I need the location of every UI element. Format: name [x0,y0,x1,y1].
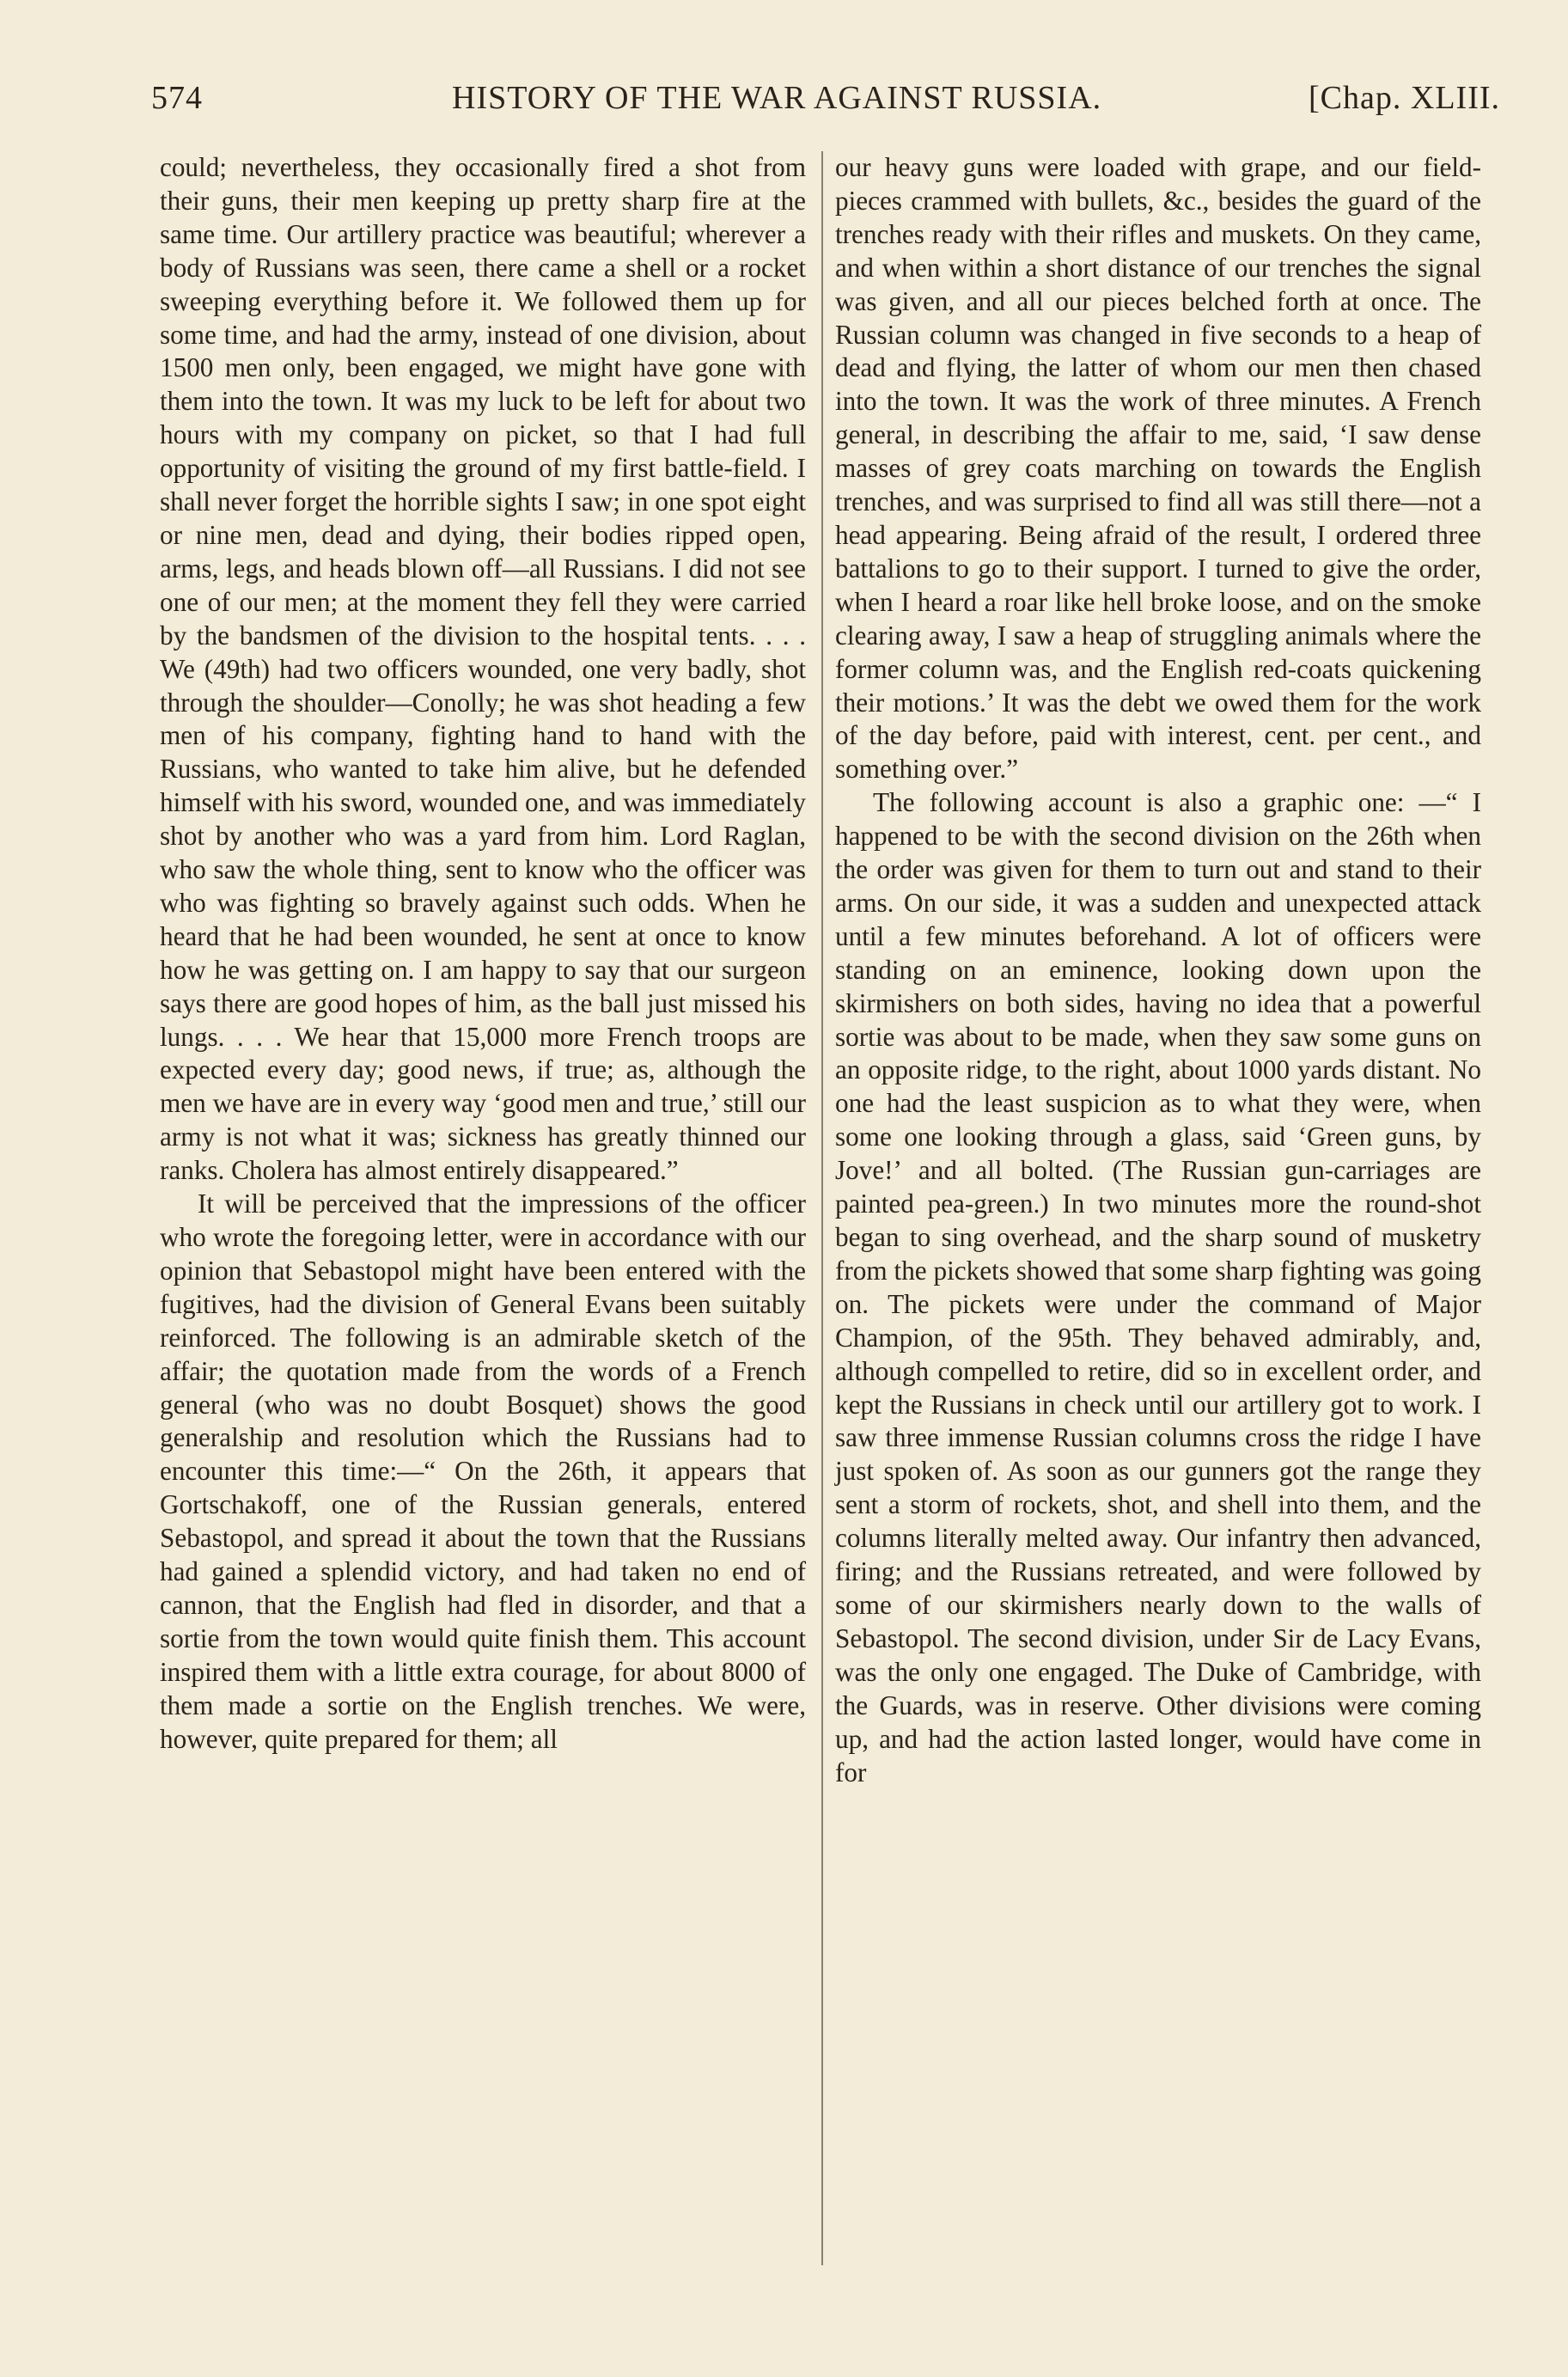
left-paragraph-1: could; nevertheless, they occasionally fired a shot from their guns, their men keeping up pretty sharp fire at the same time. Our artillery practice was beautiful; wherever a body of Russians was seen, there came a shell or a rocket sweeping everything before it. We followed them up for some time, and had the army, instead of one division, about 1500 men only, been engaged, we might have gone with them into the town. It was my luck to be left for about two hours with my company on picket, so that I had full opportunity of visiting the ground of my first battle-field. I shall never forget the horrible sights I saw; in one spot eight or nine men, dead and dying, their bodies ripped open, arms, legs, and heads blown off—all Russians. I did not see one of our men; at the moment they fell they were carried by the bandsmen of the division to the hospital tents. . . . We (49th) had two officers wounded, one very badly, shot through the shoulder—Conolly; he was shot heading a few men of his company, fighting hand to hand with the Russians, who wanted to take him alive, but he defended himself with his sword, wounded one, and was immediately shot by another who was a yard from him. Lord Raglan, who saw the whole thing, sent to know who the officer was who was fighting so bravely against such odds. When he heard that he had been wounded, he sent at once to know how he was getting on. I am happy to say that our surgeon says there are good hopes of him, as the ball just missed his lungs. . . . We hear that 15,000 more French troops are expected every day; good news, if true; as, although the men we have are in every way ‘good men and true,’ still our army is not what it was; sickness has greatly thinned our ranks. Cholera has almost entirely disappeared.” [160,152,806,1186]
page-number: 574 [151,80,203,116]
column-divider [821,151,823,2265]
running-header [151,79,1500,131]
chapter-label: [Chap. XLIII. [1309,80,1500,116]
right-column [835,151,1481,1789]
left-column [160,151,806,1757]
running-title: HISTORY OF THE WAR AGAINST RUSSIA. [452,80,1102,116]
left-paragraph-2: It will be perceived that the impressions of the officer who wrote the foregoing letter, were in accordance with our opinion that Sebastopol might have been entered with the fugitives, had the division of General Evans been suitably reinforced. The following is an admirable sketch of the affair; the quotation made from the words of a French general (who was no doubt Bosquet) shows the good generalship and resolution which the Russians had to encounter this time:—“ On the 26th, it appears that Gortschakoff, one of the Russian generals, entered Sebastopol, and spread it about the town that the Russians had gained a splendid victory, and had taken no end of cannon, that the English had fled in disorder, and that a sortie from the town would quite finish them. This account inspired them with a little extra courage, for about 8000 of them made a sortie on the English trenches. We were, however, quite prepared for them; all [160,1188,806,1754]
right-paragraph-2: The following account is also a graphic one: —“ I happened to be with the second division on the 26th when the order was given for them to turn out and stand to their arms. On our side, it was a sudden and unexpected attack until a few minutes beforehand. A lot of officers were standing on an eminence, looking down upon the skirmishers on both sides, having no idea that a powerful sortie was about to be made, when they saw some guns on an opposite ridge, to the right, about 1000 yards distant. No one had the least suspicion as to what they were, when some one looking through a glass, said ‘Green guns, by Jove!’ and all bolted. (The Russian gun-carriages are painted pea-green.) In two minutes more the round-shot began to sing overhead, and the sharp sound of musketry from the pickets showed that some sharp fighting was going on. The pickets were under the command of Major Champion, of the 95th. They behaved admirably, and, although compelled to retire, did so in excellent order, and kept the Russians in check until our artillery got to work. I saw three immense Russian columns cross the ridge I have just spoken of. As soon as our gunners got the range they sent a storm of rockets, shot, and shell into them, and the columns literally melted away. Our infantry then advanced, firing; and the Russians retreated, and were followed by some of our skirmishers nearly down to the walls of Sebastopol. The second division, under Sir de Lacy Evans, was the only one engaged. The Duke of Cambridge, with the Guards, was in reserve. Other divisions were coming up, and had the action lasted longer, would have come in for [835,787,1481,1787]
right-paragraph-1: our heavy guns were loaded with grape, and our field-pieces crammed with bullets, &c., besides the guard of the trenches ready with their rifles and muskets. On they came, and when within a short distance of our trenches the signal was given, and all our pieces belched forth at once. The Russian column was changed in five seconds to a heap of dead and flying, the latter of whom our men then chased into the town. It was the work of three minutes. A French general, in describing the affair to me, said, ‘I saw dense masses of grey coats marching on towards the English trenches, and was surprised to find all was still there—not a head appearing. Being afraid of the result, I ordered three battalions to go to their support. I turned to give the order, when I heard a roar like hell broke loose, and on the smoke clearing away, I saw a heap of struggling animals where the former column was, and the English red-coats quickening their motions.’ It was the debt we owed them for the work of the day before, paid with interest, cent. per cent., and something over.” [835,152,1481,785]
